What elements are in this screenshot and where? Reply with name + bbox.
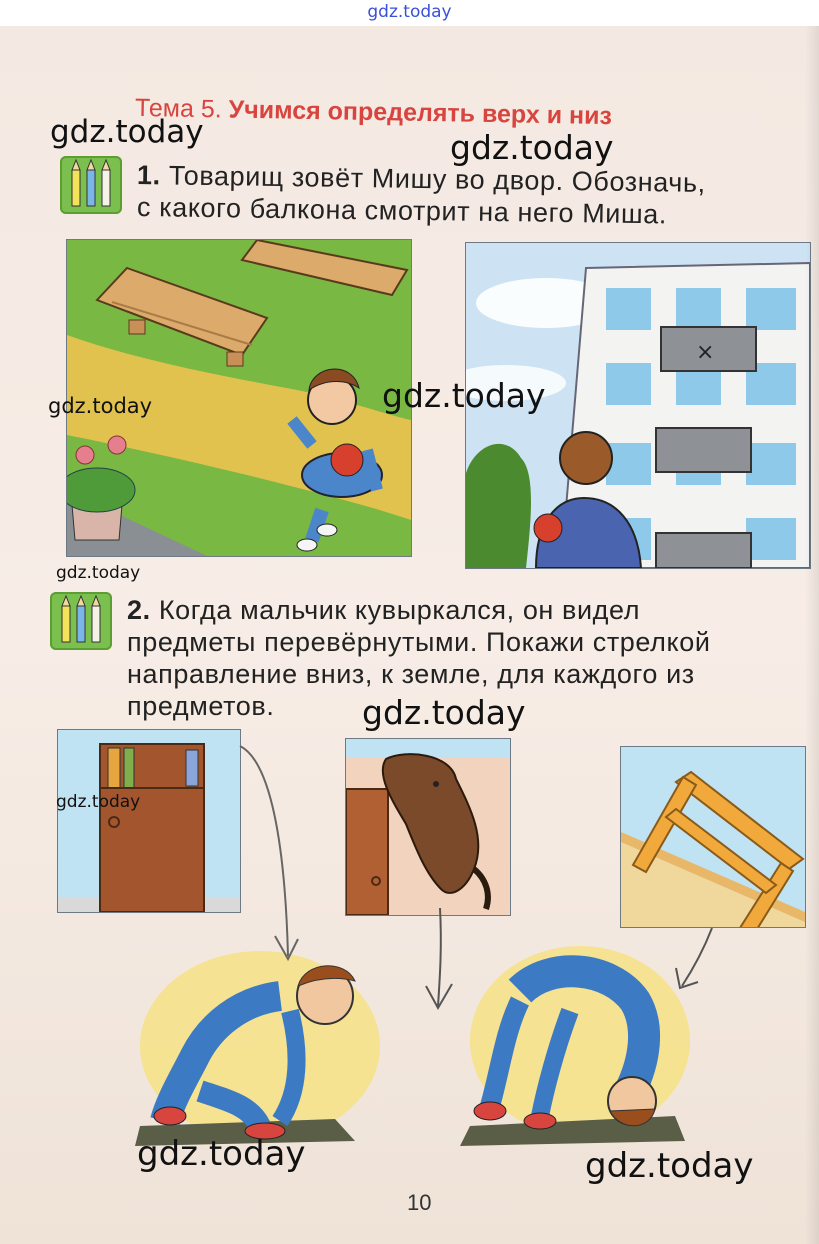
task1-text [136,159,706,230]
watermark: gdz.today [137,1134,306,1174]
watermark: gdz.today [450,128,614,167]
page-number: 10 [407,1190,432,1215]
pencils-icon [50,592,112,650]
theme-heading: Учимся определять верх и низ [228,95,613,131]
task2-line3: направление вниз, к земле, для каждого из [127,659,695,689]
textbook-page [0,26,819,1244]
theme-title [135,94,612,131]
task1-line2: с какого балкона смотрит на него Миша. [136,192,668,230]
task2-number: 2. [127,595,151,625]
watermark: gdz.today [362,693,526,732]
watermark: gdz.today [585,1146,754,1186]
boy-bending-illustration [130,941,390,1151]
arrow-down-icon [420,906,460,1016]
balcony-middle [656,428,751,472]
watermark: gdz.today [48,394,153,418]
watermark: gdz.today [56,563,141,583]
pencils-icon [60,156,122,214]
theme-prefix: Тема 5. [134,93,222,124]
task2-line1: Когда мальчик кувыркался, он видел [158,595,641,625]
boy-somersault-illustration [460,941,700,1151]
watermark: gdz.today [56,792,141,812]
task1-number: 1. [136,160,161,191]
door-illustration [57,729,241,913]
table-illustration [620,746,806,928]
watermark: gdz.today [382,376,546,415]
task1-line1: Товарищ зовёт Мишу во двор. Обозначь, [168,160,706,198]
task2-line4: предметов. [127,691,275,721]
arrow-curve-icon [230,741,310,971]
dog-illustration [345,738,511,916]
top-watermark: gdz.today [367,2,452,22]
arrow-diagonal-icon [670,926,720,996]
balcony-bottom [656,533,751,568]
watermark: gdz.today [50,114,204,150]
task2-line2: предметы перевёрнутыми. Покажи стрелкой [127,627,711,657]
balcony-mark: × [696,340,715,365]
